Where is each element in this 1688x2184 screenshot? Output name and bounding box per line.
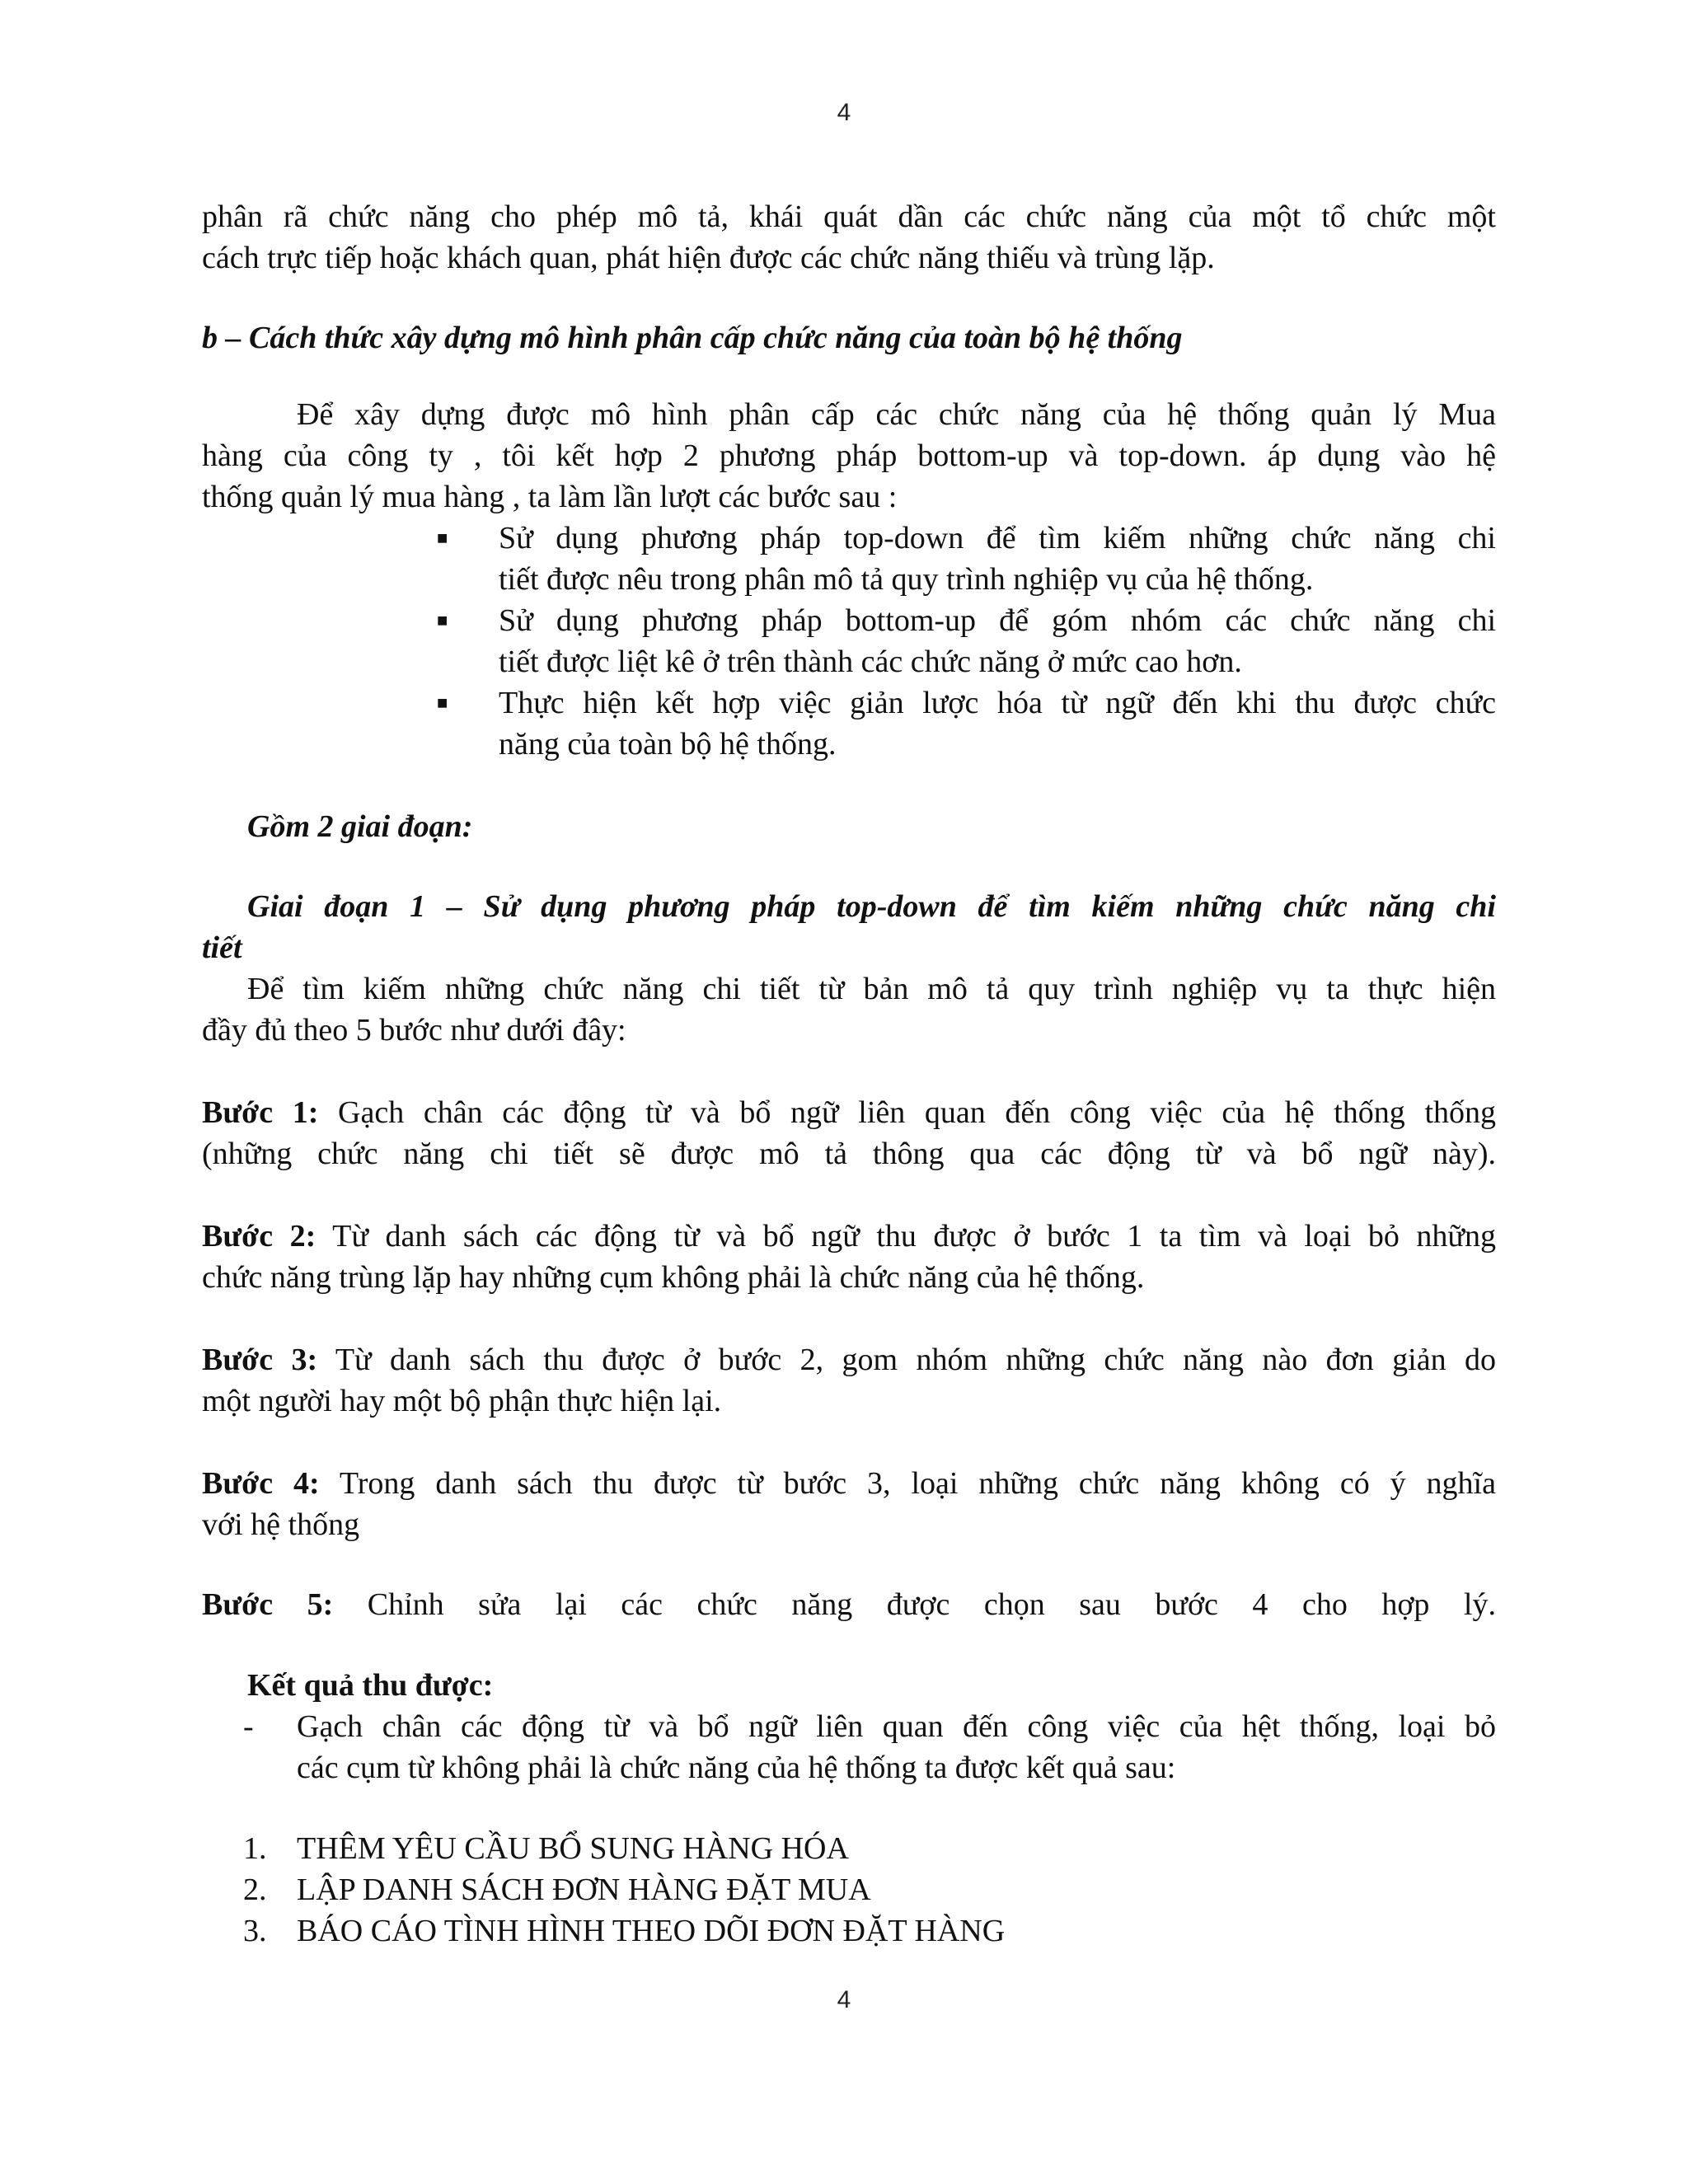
step-4 <box>202 1463 1496 1545</box>
intro-line-1: phân rã chức năng cho phép mô tả, khái quát dần các chức năng của một tổ chức một <box>202 199 1496 234</box>
section-b-paragraph <box>202 394 1496 518</box>
dash-marker: - <box>243 1709 254 1744</box>
step-2-text-2: chức năng trùng lặp hay những cụm không phải là chức năng của hệ thống. <box>202 1260 1145 1295</box>
bullet-1-line-2: tiết được nêu trong phân mô tả quy trình nghiệp vụ của hệ thống. <box>499 562 1314 597</box>
intro-paragraph <box>202 196 1496 279</box>
bullet-square-icon: ■ <box>437 692 448 713</box>
bullet-2-line-2: tiết được liệt kê ở trên thành các chức năng ở mức cao hơn. <box>499 644 1242 679</box>
intro-line-2: cách trực tiếp hoặc khách quan, phát hiện được các chức năng thiếu và trùng lặp. <box>202 241 1215 275</box>
step-5-label: Bước 5: <box>202 1587 334 1622</box>
step-1-text-1: Gạch chân các động từ và bổ ngữ liên quan đến công việc của hệ thống thống <box>338 1095 1496 1130</box>
result-list-text-3: BÁO CÁO TÌNH HÌNH THEO DÕI ĐƠN ĐẶT HÀNG <box>297 1914 1006 1948</box>
results-dash-line-1: Gạch chân các động từ và bổ ngữ liên quan đến công việc của hệt thống, loại bỏ <box>297 1709 1496 1744</box>
result-list-number-3: 3. <box>243 1914 267 1948</box>
step-2-label: Bước 2: <box>202 1219 316 1254</box>
bullet-1-line-1: Sử dụng phương pháp top-down để tìm kiếm những chức năng chi <box>499 521 1496 555</box>
bullet-3-line-1: Thực hiện kết hợp việc giản lược hóa từ ngữ đến khi thu được chức <box>499 686 1496 720</box>
page-number-bottom: 4 <box>837 1986 851 2013</box>
stages-heading: Gồm 2 giai đoạn: <box>247 809 473 844</box>
step-1-text-2: (những chức năng chi tiết sẽ được mô tả thông qua các động từ và bổ ngữ này). <box>202 1137 1496 1171</box>
stage-1-paragraph <box>202 968 1496 1051</box>
bullet-square-icon: ■ <box>437 527 448 548</box>
bullet-3-line-2: năng của toàn bộ hệ thống. <box>499 727 837 762</box>
section-b-heading: b – Cách thức xây dựng mô hình phân cấp chức năng của toàn bộ hệ thống <box>202 321 1183 355</box>
step-3 <box>202 1339 1496 1422</box>
section-b-line-3: thống quản lý mua hàng , ta làm lần lượt các bước sau : <box>202 480 898 514</box>
section-b-line-1: Để xây dựng được mô hình phân cấp các chức năng của hệ thống quản lý Mua <box>297 397 1496 432</box>
step-5 <box>202 1584 1496 1625</box>
results-dash-line-2: các cụm từ không phải là chức năng của hệ thống ta được kết quả sau: <box>297 1750 1176 1785</box>
section-b-line-2: hàng của công ty , tôi kết hợp 2 phương pháp bottom-up và top-down. áp dụng vào hệ <box>202 438 1496 473</box>
stage-1-heading <box>247 886 1496 927</box>
step-3-text-1: Từ danh sách thu được ở bước 2, gom nhóm những chức năng nào đơn giản do <box>335 1343 1496 1377</box>
step-3-label: Bước 3: <box>202 1343 318 1377</box>
result-list-text-1: THÊM YÊU CẦU BỔ SUNG HÀNG HÓA <box>297 1831 849 1866</box>
step-1 <box>202 1092 1496 1174</box>
step-3-text-2: một người hay một bộ phận thực hiện lại. <box>202 1384 722 1418</box>
result-list-number-1: 1. <box>243 1831 267 1866</box>
stage-1-para-line-1: Để tìm kiếm những chức năng chi tiết từ bản mô tả quy trình nghiệp vụ ta thực hiện <box>247 972 1496 1006</box>
result-list-text-2: LẬP DANH SÁCH ĐƠN HÀNG ĐẶT MUA <box>297 1872 871 1907</box>
stage-1-heading-line-1: Giai đoạn 1 – Sử dụng phương pháp top-down để tìm kiếm những chức năng chi <box>247 889 1496 924</box>
bullet-square-icon: ■ <box>437 610 448 630</box>
result-list-number-2: 2. <box>243 1872 267 1907</box>
step-2 <box>202 1216 1496 1298</box>
stage-1-para-line-2: đầy đủ theo 5 bước như dưới đây: <box>202 1013 626 1047</box>
stage-1-heading-line-2: tiết <box>202 930 242 965</box>
step-2-text-1: Từ danh sách các động từ và bổ ngữ thu được ở bước 1 ta tìm và loại bỏ những <box>332 1219 1496 1254</box>
results-heading: Kết quả thu được: <box>247 1668 494 1703</box>
step-1-label: Bước 1: <box>202 1095 319 1130</box>
bullet-2-line-1: Sử dụng phương pháp bottom-up để góm nhóm các chức năng chi <box>499 603 1496 638</box>
step-4-text-2: với hệ thống <box>202 1507 360 1542</box>
step-4-text-1: Trong danh sách thu được từ bước 3, loại những chức năng không có ý nghĩa <box>339 1466 1496 1501</box>
step-4-label: Bước 4: <box>202 1466 320 1501</box>
page-number-top: 4 <box>837 99 851 126</box>
step-5-text-1: Chỉnh sửa lại các chức năng được chọn sau bước 4 cho hợp lý. <box>367 1587 1496 1622</box>
